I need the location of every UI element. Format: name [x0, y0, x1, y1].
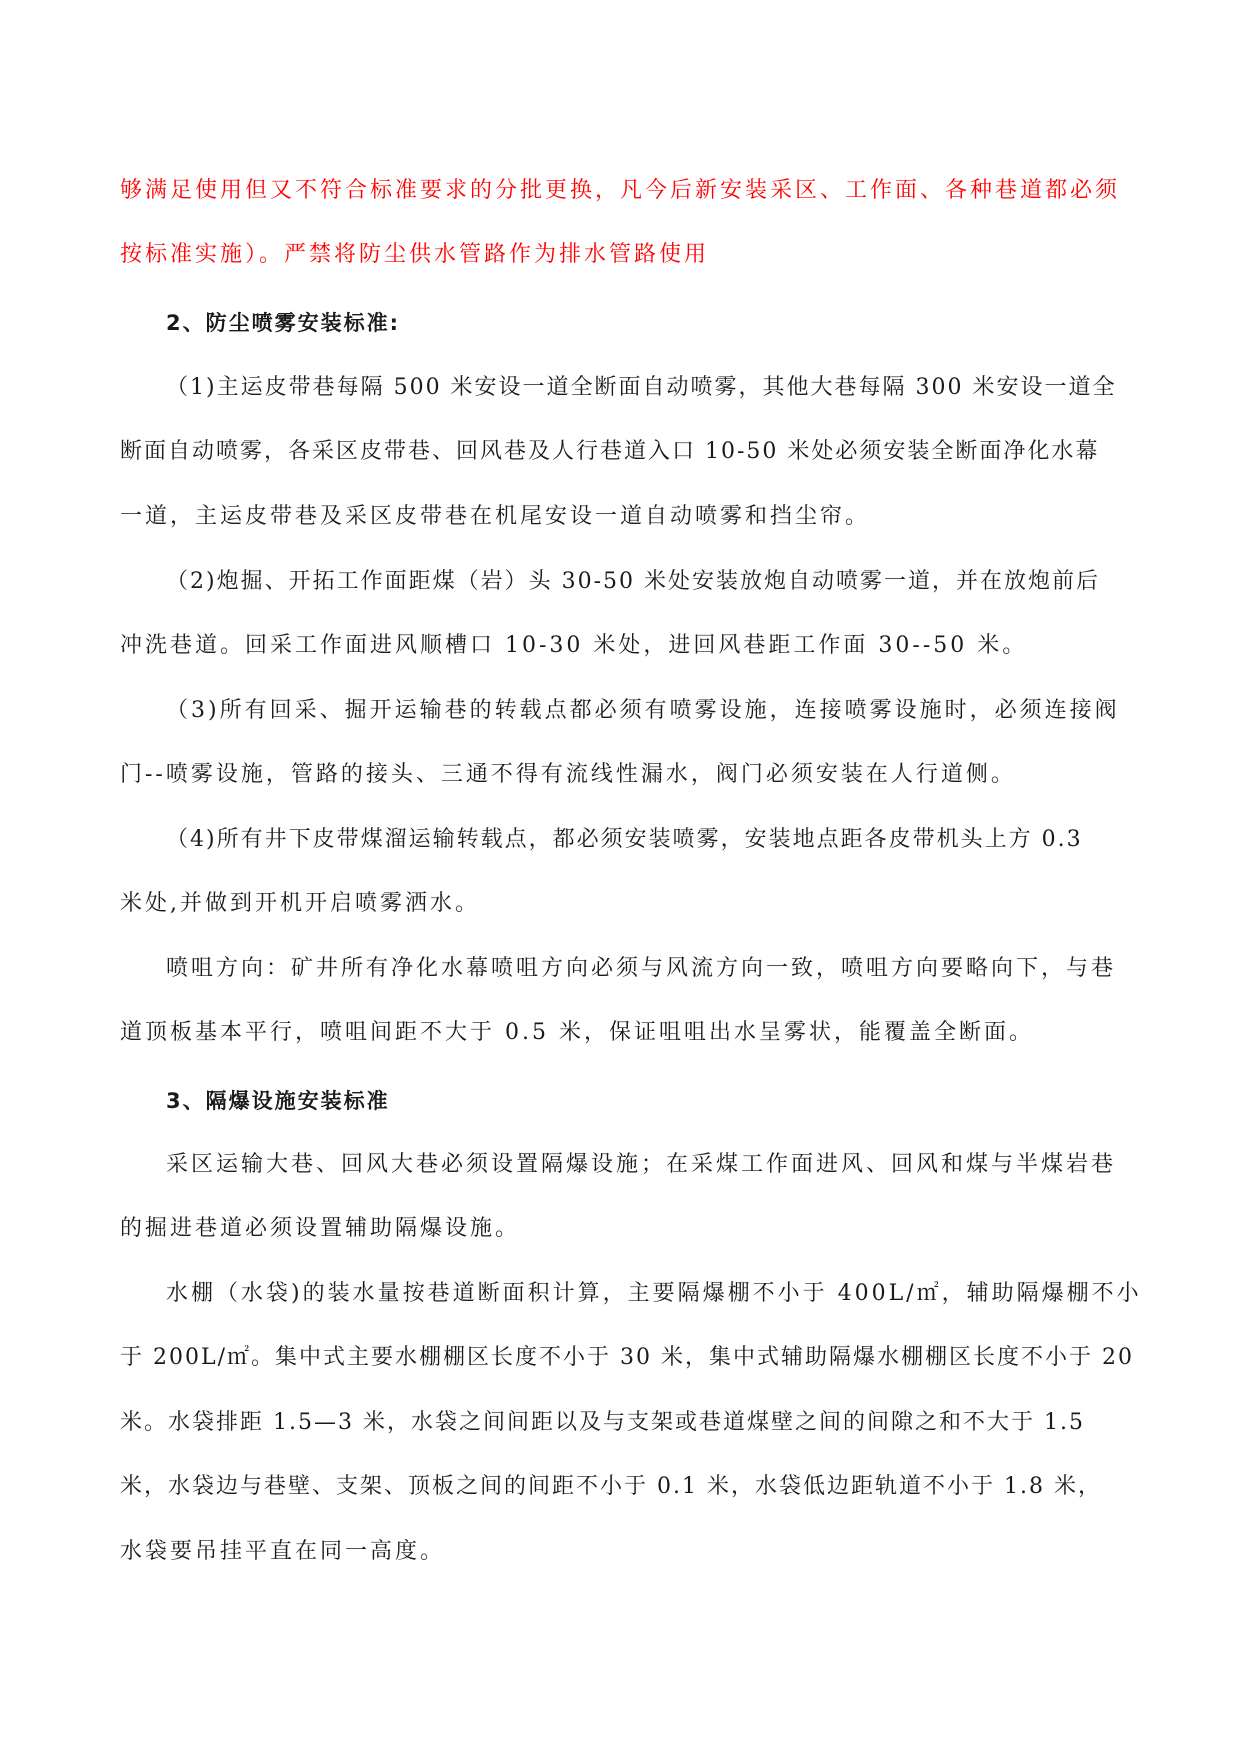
section-2-heading: 2、防尘喷雾安装标准: — [166, 311, 401, 335]
nozzle-direction-line-1: 喷咀方向：矿井所有净化水幕喷咀方向必须与风流方向一致，喷咀方向要略向下，与巷 — [166, 956, 1117, 981]
section-3-para-2-line-4: 米，水袋边与巷壁、支架、顶板之间的间距不小于 0.1 米，水袋低边距轨道不小于 1.8 米， — [120, 1474, 1102, 1499]
section-3-para-2-line-1: 水棚（水袋)的装水量按巷道断面积计算，主要隔爆棚不小于 400L/㎡，辅助隔爆棚不小 — [166, 1281, 1142, 1306]
nozzle-direction-line-2: 道顶板基本平行，喷咀间距不大于 0.5 米，保证咀咀出水呈雾状，能覆盖全断面。 — [120, 1020, 1034, 1045]
section-3-para-2-line-3: 米。水袋排距 1.5—3 米，水袋之间间距以及与支架或巷道煤壁之间的间隙之和不大于 1.5 — [120, 1410, 1085, 1435]
section-2-item-4-line-1: （4)所有井下皮带煤溜运输转载点，都必须安装喷雾，安装地点距各皮带机头上方 0.3 — [166, 827, 1083, 852]
section-2-item-1-line-2: 断面自动喷雾，各采区皮带巷、回风巷及人行巷道入口 10-50 米处必须安装全断面净化水幕 — [120, 439, 1100, 464]
intro-line-1: 够满足使用但又不符合标准要求的分批更换，凡今后新安装采区、工作面、各种巷道都必须 — [120, 178, 1121, 203]
section-2-item-2-line-1: （2)炮掘、开拓工作面距煤（岩）头 30-50 米处安装放炮自动喷雾一道，并在放炮前后 — [166, 569, 1100, 594]
section-2-item-3-line-1: （3)所有回采、掘开运输巷的转载点都必须有喷雾设施，连接喷雾设施时，必须连接阀 — [166, 698, 1120, 723]
section-2-item-1-line-1: （1)主运皮带巷每隔 500 米安设一道全断面自动喷雾，其他大巷每隔 300 米安设一道全 — [166, 375, 1117, 400]
section-3-para-2-line-2: 于 200L/㎡。集中式主要水棚棚区长度不小于 30 米，集中式辅助隔爆水棚棚区长度不小于 20 — [120, 1345, 1134, 1370]
intro-line-2: 按标准实施）。严禁将防尘供水管路作为排水管路使用 — [120, 242, 710, 267]
section-2-item-4-line-2: 米处,并做到开机开启喷雾洒水。 — [120, 891, 480, 916]
section-2-item-1-line-3: 一道，主运皮带巷及采区皮带巷在机尾安设一道自动喷雾和挡尘帘。 — [120, 504, 871, 529]
section-3-para-1-line-2: 的掘进巷道必须设置辅助隔爆设施。 — [120, 1216, 521, 1241]
section-2-item-2-line-2: 冲洗巷道。回采工作面进风顺槽口 10-30 米处，进回风巷距工作面 30--50 米。 — [120, 633, 1028, 658]
section-2-item-3-line-2: 门--喷雾设施，管路的接头、三通不得有流线性漏水，阀门必须安装在人行道侧。 — [120, 762, 1016, 787]
section-3-para-2-line-5: 水袋要吊挂平直在同一高度。 — [120, 1539, 446, 1564]
section-3-heading: 3、隔爆设施安装标准 — [166, 1089, 390, 1113]
section-3-para-1-line-1: 采区运输大巷、回风大巷必须设置隔爆设施；在采煤工作面进风、回风和煤与半煤岩巷 — [166, 1152, 1117, 1177]
